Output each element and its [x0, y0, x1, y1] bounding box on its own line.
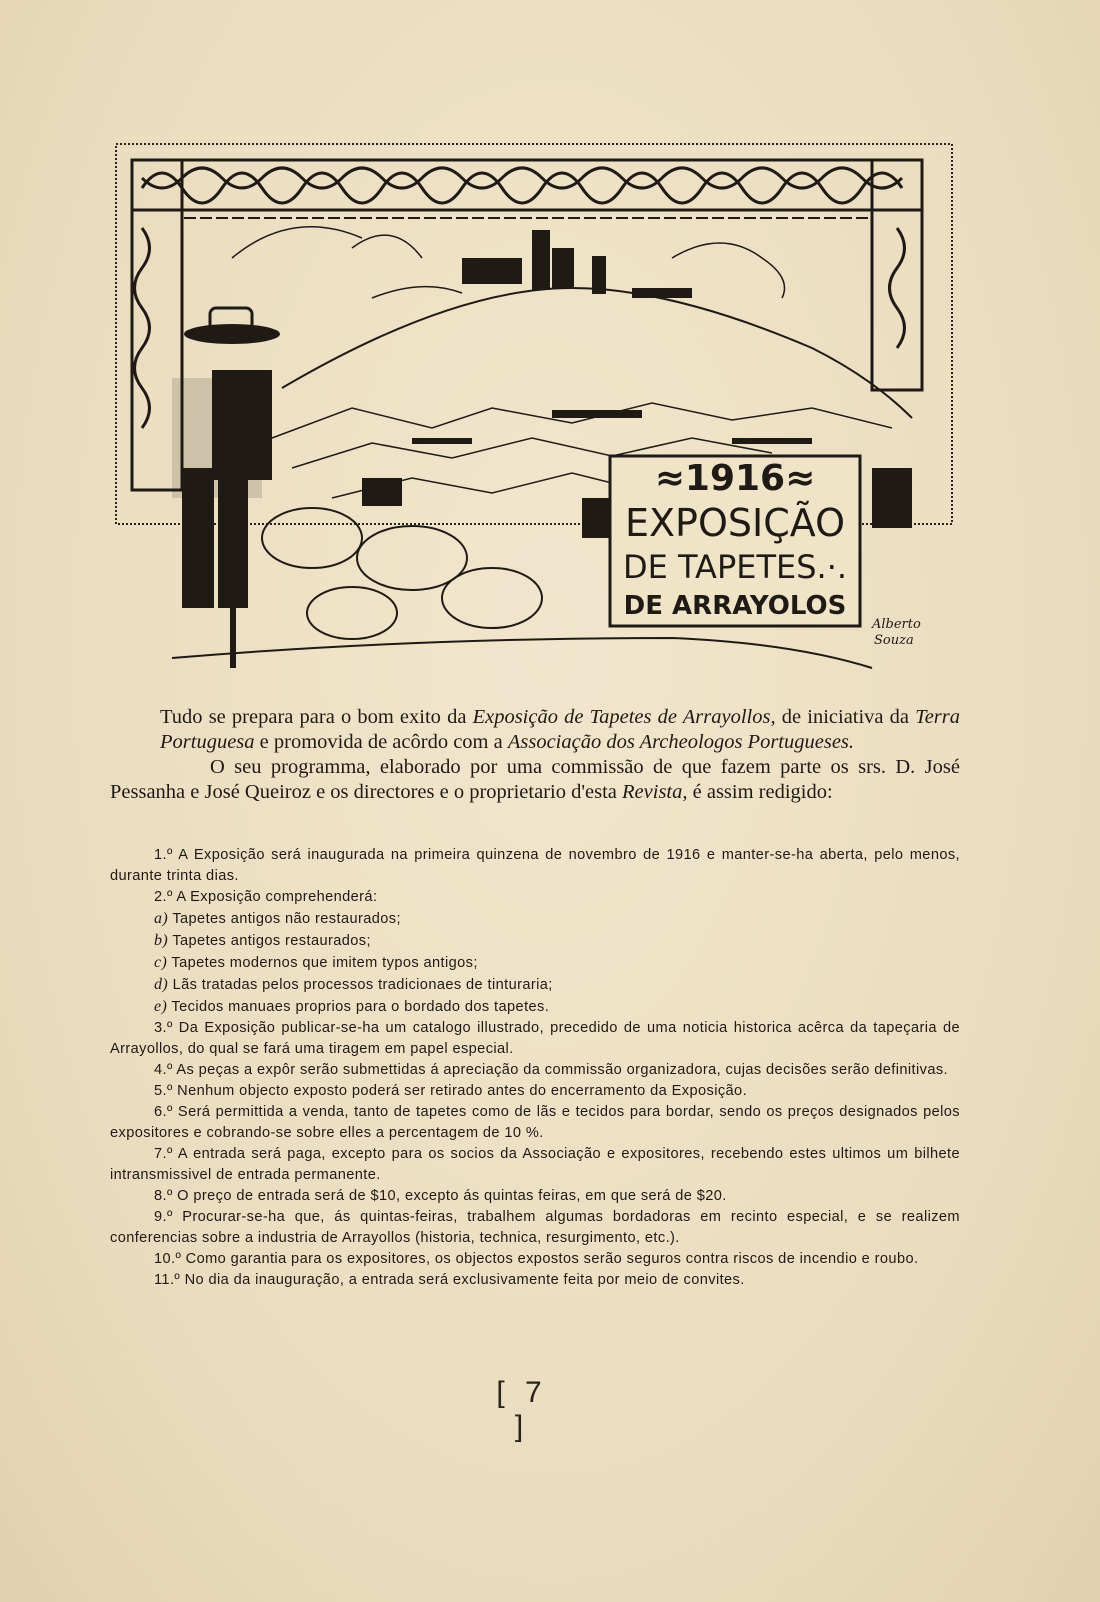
rule-2-c: c) Tapetes modernos que imitem typos antigos; [154, 954, 478, 971]
rule-2-a: a) Tapetes antigos não restaurados; [154, 910, 401, 927]
rule-9: 9.º Procurar-se-ha que, ás quintas-feiras, trabalhem algumas bordadoras em recinto especial, e se realizem conferencias sobre a industria de Arrayollos (historia, technica, resurgimento, etc.). [110, 1209, 960, 1246]
plate-year: ≈1916≈ [654, 458, 816, 499]
plate-line2: DE TAPETES.·. [622, 548, 848, 586]
rule-7: 7.º A entrada será paga, excepto para os socios da Associação e expositores, recebendo estes ultimos um bilhete intransmissivel de entrada permanente. [110, 1146, 960, 1183]
rule-3: 3.º Da Exposição publicar-se-ha um catalogo illustrado, precedido de uma noticia historica acêrca da tapeçaria de Arrayollos, do qual se fará uma tiragem em papel especial. [110, 1020, 960, 1057]
rule-8: 8.º O preço de entrada será de $10, excepto ás quintas feiras, em que será de $20. [154, 1188, 727, 1204]
intro-text [110, 705, 960, 805]
rule-11: 11.º No dia da inauguração, a entrada será exclusivamente feita por meio de convites. [154, 1272, 745, 1288]
programme-rules [110, 845, 960, 1291]
rule-2-b: b) Tapetes antigos restaurados; [154, 932, 371, 949]
rule-2-e: e) Tecidos manuaes proprios para o bordado dos tapetes. [154, 998, 550, 1015]
rule-2: 2.º A Exposição comprehenderá: [154, 889, 378, 905]
rule-6: 6.º Será permittida a venda, tanto de tapetes como de lãs e tecidos para bordar, sendo os preços designados pelos expositores e cobrando-se sobre elles a percentagem de 10 %. [110, 1104, 960, 1141]
rule-5: 5.º Nenhum objecto exposto poderá ser retirado antes do encerramento da Exposição. [154, 1083, 748, 1099]
page-number: [ 7 ] [496, 1376, 548, 1443]
artist-signature-line1: Alberto [872, 617, 921, 632]
rule-1: 1.º A Exposição será inaugurada na primeira quinzena de novembro de 1916 e manter-se-ha aberta, pelo menos, durante trinta dias. [110, 847, 960, 884]
rule-4: 4.º As peças a expôr serão submettidas á apreciação da commissão organizadora, cujas decisões serão definitivas. [154, 1062, 949, 1078]
plate-line3: DE ARRAYOLOS [623, 591, 847, 621]
exhibition-illustration [112, 138, 960, 690]
artist-signature-line2: Souza [874, 633, 914, 648]
rule-2-d: d) Lãs tratadas pelos processos tradicionaes de tinturaria; [154, 976, 553, 993]
intro-paragraph-1: Tudo se prepara para o bom exito da Exposição de Tapetes de Arrayollos, de iniciativa da Terra Portuguesa e promovida de acôrdo com a Associação dos Archeologos Portugueses. [160, 706, 960, 753]
intro-paragraph-2: O seu programma, elaborado por uma commissão de que fazem parte os srs. D. José Pessanha e José Queiroz e os directores e o proprietario d'esta Revista, é assim redigido: [110, 756, 960, 803]
rule-10: 10.º Como garantia para os expositores, os objectos expostos serão seguros contra riscos de incendio e roubo. [154, 1251, 919, 1267]
plate-line1: EXPOSIÇÃO [625, 501, 845, 545]
